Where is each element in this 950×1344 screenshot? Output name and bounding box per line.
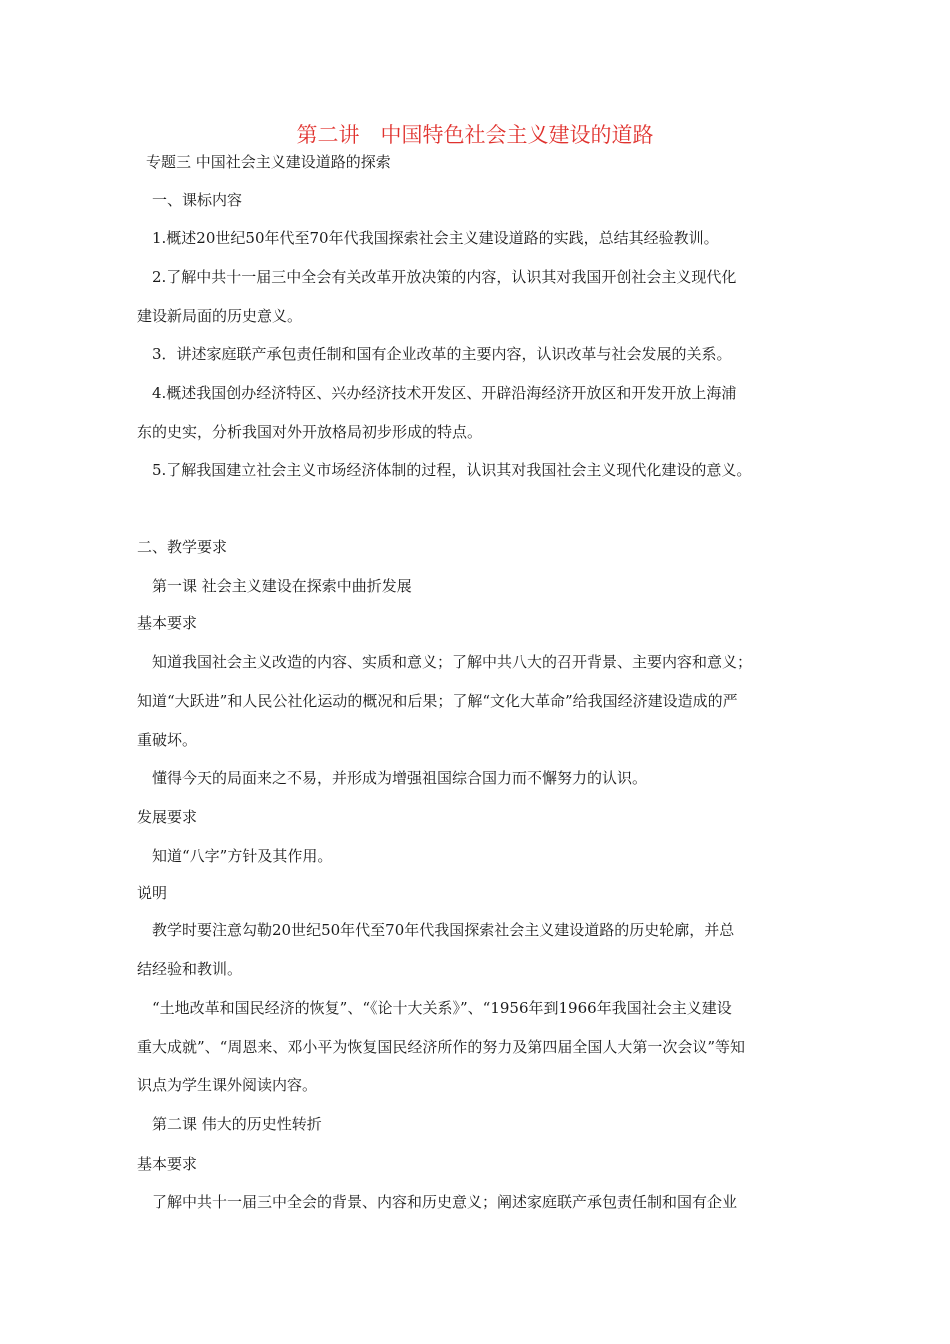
paragraph-line: 1.概述20世纪50年代至70年代我国探索社会主义建设道路的实践，总结其经验教训。: [152, 229, 719, 247]
paragraph-line: 东的史实，分析我国对外开放格局初步形成的特点。: [137, 423, 483, 441]
section-heading: 二、教学要求: [137, 538, 228, 556]
lesson-heading: 第一课 社会主义建设在探索中曲折发展: [152, 577, 412, 595]
lesson-heading: 第二课 伟大的历史性转折: [152, 1115, 322, 1133]
subheading: 基本要求: [137, 614, 198, 632]
paragraph-line: 了解中共十一届三中全会的背景、内容和历史意义；阐述家庭联产承包责任制和国有企业: [152, 1193, 738, 1211]
subheading: 发展要求: [137, 808, 198, 826]
paragraph-line: 重破坏。: [137, 731, 198, 749]
paragraph-line: 建设新局面的历史意义。: [137, 307, 303, 325]
paragraph-line: 2.了解中共十一届三中全会有关改革开放决策的内容，认识其对我国开创社会主义现代化: [152, 268, 737, 286]
paragraph-line: 5.了解我国建立社会主义市场经济体制的过程，认识其对我国社会主义现代化建设的意义。: [152, 461, 752, 479]
paragraph-line: 识点为学生课外阅读内容。: [137, 1076, 318, 1094]
paragraph-line: “土地改革和国民经济的恢复”、“《论十大关系》”、“1956年到1966年我国社会主义建设: [152, 999, 732, 1017]
paragraph-line: 4.概述我国创办经济特区、兴办经济技术开发区、开辟沿海经济开放区和开发开放上海浦: [152, 384, 737, 402]
paragraph-line: 知道“八字”方针及其作用。: [152, 847, 333, 865]
page-title: 第二讲 中国特色社会主义建设的道路: [296, 123, 654, 147]
section-heading: 一、课标内容: [152, 191, 243, 209]
paragraph-line: 知道我国社会主义改造的内容、实质和意义；了解中共八大的召开背景、主要内容和意义；: [152, 653, 753, 671]
paragraph-line: 懂得今天的局面来之不易，并形成为增强祖国综合国力而不懈努力的认识。: [152, 769, 648, 787]
paragraph-line: 教学时要注意勾勒20世纪50年代至70年代我国探索社会主义建设道路的历史轮廓，并总: [152, 921, 735, 939]
paragraph-line: 知道“大跃进”和人民公社化运动的概况和后果；了解“文化大革命”给我国经济建设造成的严: [137, 692, 738, 710]
subheading: 说明: [137, 884, 168, 902]
paragraph-line: 结经验和教训。: [137, 960, 243, 978]
subheading: 基本要求: [137, 1155, 198, 1173]
topic-heading: 专题三 中国社会主义建设道路的探索: [146, 153, 391, 171]
paragraph-line: 3．讲述家庭联产承包责任制和国有企业改革的主要内容，认识改革与社会发展的关系。: [152, 345, 732, 363]
paragraph-line: 重大成就”、“周恩来、邓小平为恢复国民经济所作的努力及第四届全国人大第一次会议”等知: [137, 1038, 746, 1056]
